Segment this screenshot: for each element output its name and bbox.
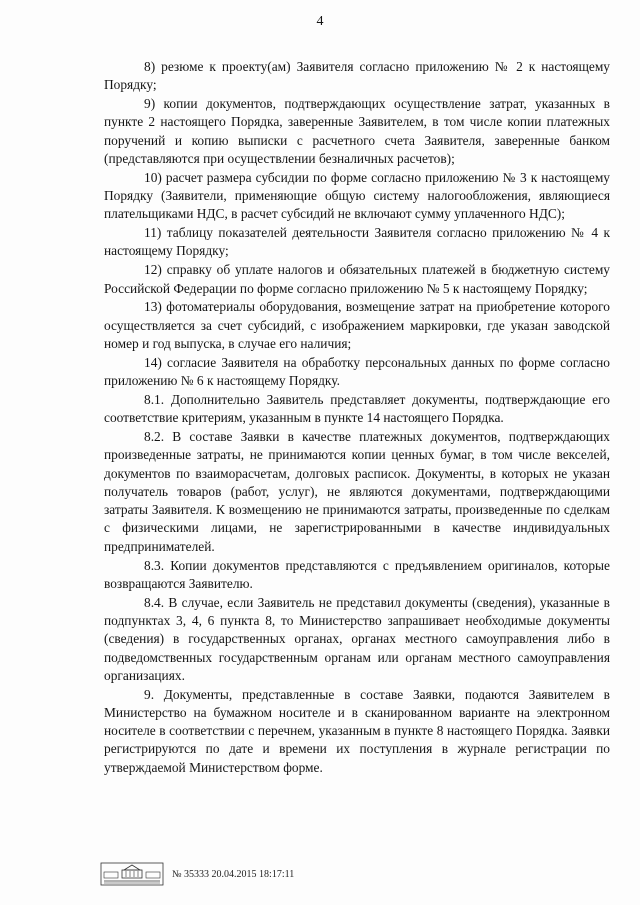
registration-footer	[100, 862, 520, 886]
paragraph-item-8: 8) резюме к проекту(ам) Заявителя согласно приложению № 2 к настоящему Порядку;	[104, 59, 610, 93]
paragraph-8-1: 8.1. Дополнительно Заявитель представляет документы, подтверждающие его соответствие критериям, указанным в пункте 14 настоящего Порядка.	[104, 391, 610, 426]
paragraph-8-2: 8.2. В составе Заявки в качестве платежных документов, подтверждающих произведенные затраты, не принимаются копии ценных бумаг, в том числе векселей, документов по взаиморасчетам, долговых расписок. Документы, в которых не указан получатель товаров (работ, услуг), не являются документами, подтверждающими затраты Заявителя. К возмещению не принимаются затраты, произведенные по сделкам с физическими лицами, не зарегистрированными в качестве индивидуальных предпринимателей.	[104, 428, 610, 554]
paragraph-8-4: 8.4. В случае, если Заявитель не представил документы (сведения), указанные в подпунктах 3, 4, 6 пункта 8, то Министерство запрашивает необходимые документы (сведения) в государственных органах, органах местного самоуправления либо в подведомственных государственным органам или органам местного самоуправления организациях.	[104, 594, 610, 683]
paragraph-item-12: 12) справку об уплате налогов и обязательных платежей в бюджетную систему Российской Федерации по форме согласно приложению № 5 к настоящему Порядку;	[104, 262, 610, 296]
government-building-stamp-icon	[100, 862, 164, 886]
page-number: 4	[316, 14, 324, 29]
paragraph-item-11: 11) таблицу показателей деятельности Заявителя согласно приложению № 4 к настоящему Порядку;	[104, 225, 610, 259]
paragraph-item-10: 10) расчет размера субсидии по форме согласно приложению № 3 к настоящему Порядку (Заявители, применяющие общую систему налогообложения, являющиеся плательщиками НДС, в расчет субсидий не включают сумму уплаченного НДС);	[104, 169, 610, 222]
registration-number-timestamp: № 35333 20.04.2015 18:17:11	[172, 869, 295, 880]
paragraph-9: 9. Документы, представленные в составе Заявки, подаются Заявителем в Министерство на бумажном носителе и в сканированном варианте на электронном носителе в соответствии с перечнем, указанным в пункте 8 настоящего Порядка. Заявки регистрируются по дате и времени их поступления в журнале регистрации по утверждаемой Министерством форме.	[104, 686, 610, 775]
paragraph-item-14: 14) согласие Заявителя на обработку персональных данных по форме согласно приложению № 6 к настоящему Порядку.	[104, 354, 610, 389]
paragraph-item-13: 13) фотоматериалы оборудования, возмещение затрат на приобретение которого осуществляется за счет субсидий, с изображением маркировки, где указан заводской номер и год выпуска, в случае его наличия;	[104, 299, 610, 351]
paragraph-8-3: 8.3. Копии документов представляются с предъявлением оригиналов, которые возвращаются Заявителю.	[104, 557, 610, 591]
paragraph-item-9: 9) копии документов, подтверждающих осуществление затрат, указанных в пункте 2 настоящего Порядка, заверенные Заявителем, в том числе копии платежных поручений и копию выписки с расчетного счета Заявителя, заверенные банком (представляются при осуществлении безналичных расчетов);	[104, 96, 610, 166]
document-body	[104, 58, 610, 778]
